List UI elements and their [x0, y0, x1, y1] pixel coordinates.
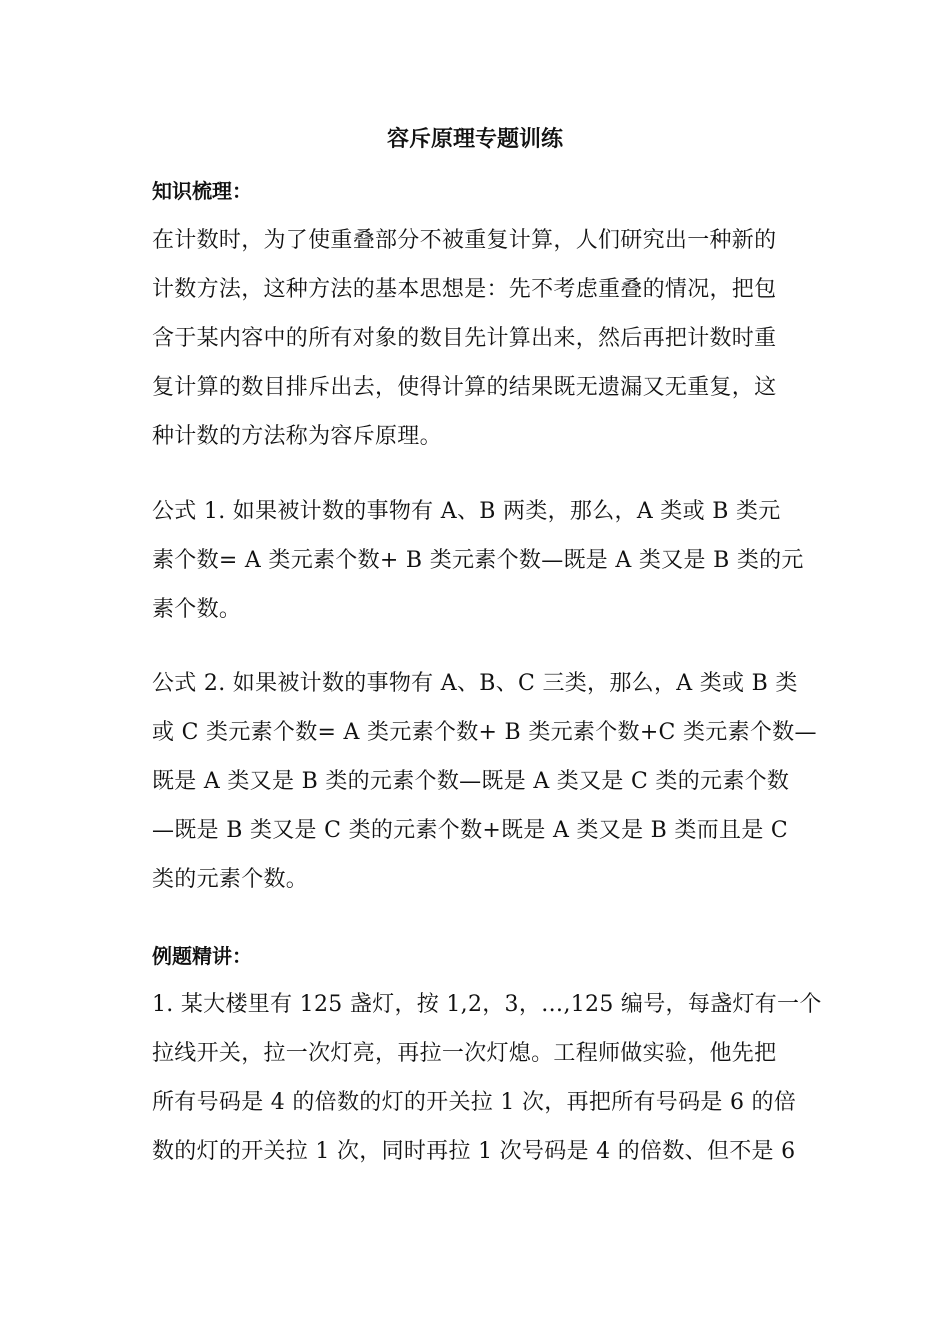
document-title: 容斥原理专题训练 — [386, 127, 563, 152]
text-line: 或 C 类元素个数= A 类元素个数+ B 类元素个数+C 类元素个数— — [152, 720, 817, 745]
text-line: 既是 A 类又是 B 类的元素个数—既是 A 类又是 C 类的元素个数 — [152, 769, 790, 794]
text-line: 1. 某大楼里有 125 盏灯，按 1,2，3，…,125 编号，每盏灯有一个 — [152, 992, 822, 1017]
section-heading-examples: 例题精讲： — [152, 944, 252, 968]
text-line: 拉线开关，拉一次灯亮，再拉一次灯熄。工程师做实验，他先把 — [152, 1041, 777, 1066]
text-line: 复计算的数目排斥出去，使得计算的结果既无遗漏又无重复，这 — [152, 375, 777, 400]
text-line: 素个数。 — [152, 597, 242, 622]
text-line: 公式 2. 如果被计数的事物有 A、B、C 三类，那么，A 类或 B 类 — [152, 671, 798, 696]
text-line: 计数方法，这种方法的基本思想是：先不考虑重叠的情况，把包 — [152, 277, 777, 302]
section-heading-knowledge: 知识梳理： — [152, 179, 252, 203]
paragraph-example-1 — [152, 980, 822, 1176]
paragraph-knowledge — [152, 216, 798, 461]
text-line: 类的元素个数。 — [152, 867, 309, 892]
text-line: 含于某内容中的所有对象的数目先计算出来，然后再把计数时重 — [152, 326, 777, 351]
text-line: 素个数= A 类元素个数+ B 类元素个数—既是 A 类又是 B 类的元 — [152, 548, 804, 573]
text-line: 所有号码是 4 的倍数的灯的开关拉 1 次，再把所有号码是 6 的倍 — [152, 1090, 797, 1115]
text-line: 数的灯的开关拉 1 次，同时再拉 1 次号码是 4 的倍数、但不是 6 — [152, 1139, 796, 1164]
paragraph-formula-1 — [152, 487, 804, 634]
text-line: 公式 1. 如果被计数的事物有 A、B 两类，那么，A 类或 B 类元 — [152, 499, 781, 524]
paragraph-formula-2 — [152, 659, 817, 904]
text-line: —既是 B 类又是 C 类的元素个数+既是 A 类又是 B 类而且是 C — [152, 818, 789, 843]
text-line: 在计数时，为了使重叠部分不被重复计算，人们研究出一种新的 — [152, 228, 777, 253]
text-line: 种计数的方法称为容斥原理。 — [152, 424, 442, 449]
